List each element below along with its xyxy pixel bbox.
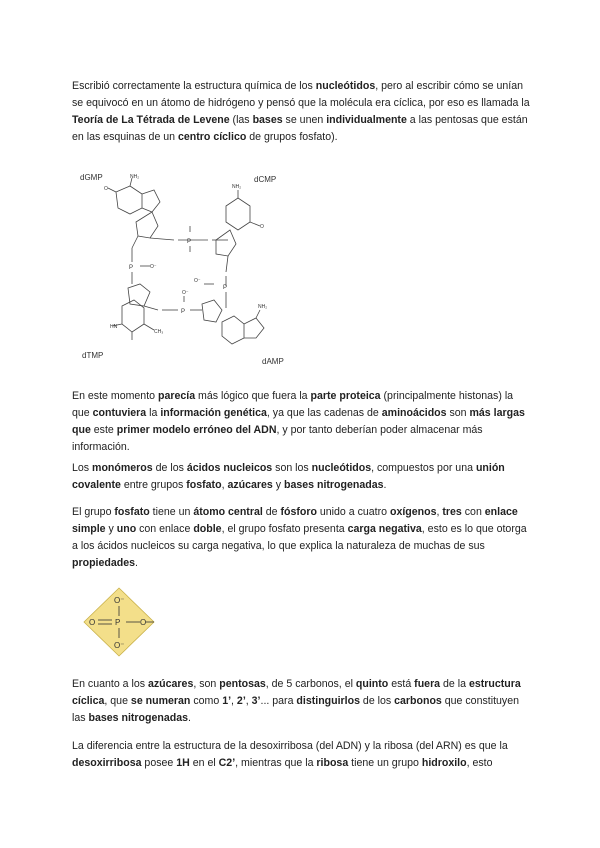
text-run: , que: [104, 695, 131, 707]
text-run: de grupos fosfato).: [246, 131, 338, 143]
atom-ominus-right: O⁻: [194, 278, 201, 284]
text-run: de: [262, 506, 281, 518]
bold-term: fosfato: [114, 506, 150, 518]
text-run: son: [446, 407, 470, 419]
atom-ominus-bottom: O⁻: [182, 290, 189, 296]
bold-term: C2’: [218, 757, 236, 769]
text-run: de los: [152, 462, 187, 474]
bold-term: 1H: [176, 757, 190, 769]
bold-term: ribosa: [316, 757, 349, 769]
paragraph-monomers: [72, 460, 532, 494]
bold-term: desoxirribosa: [72, 757, 142, 769]
text-run: , son: [193, 678, 220, 690]
bold-term: distinguirlos: [296, 695, 360, 707]
bold-term: ácidos nucleicos: [186, 462, 273, 474]
bold-term: fósforo: [280, 506, 317, 518]
bold-term: bases nitrogenadas: [284, 479, 384, 491]
text-run: ,: [436, 506, 443, 518]
atom-p-bottom: P: [181, 309, 186, 315]
text-run: la: [146, 407, 161, 419]
bold-term: 3’: [251, 695, 261, 707]
bold-term: contuviera: [92, 407, 147, 419]
text-run: con enlace: [136, 523, 194, 535]
bold-term: propiedades: [72, 557, 135, 569]
atom-ominus-left: O⁻: [150, 264, 157, 270]
text-run: de los: [359, 695, 395, 707]
bold-term: parecía: [157, 390, 196, 402]
label-dcmp: dCMP: [254, 175, 277, 184]
text-run: (principalmente histonas) la que: [72, 390, 514, 419]
bold-term: átomo central: [193, 506, 263, 518]
text-run: a las pentosas que están en las esquinas de un: [72, 114, 528, 143]
label-dtmp: dTMP: [82, 351, 104, 360]
bold-term: información genética: [160, 407, 267, 419]
bold-term: 1’: [222, 695, 232, 707]
bold-term: carbonos: [394, 695, 442, 707]
bold-term: tres: [442, 506, 462, 518]
bold-term: carga negativa: [347, 523, 422, 535]
text-run: se unen: [282, 114, 327, 126]
bold-term: 2’: [236, 695, 246, 707]
text-run: , esto: [466, 757, 493, 769]
text-run: .: [135, 557, 138, 569]
phosphate-p-center: P: [115, 618, 121, 627]
bold-term: más largas que: [72, 407, 525, 436]
bold-term: nucleótidos: [315, 80, 376, 92]
text-run: tiene un grupo: [348, 757, 422, 769]
paragraph-protein-hypothesis: [72, 388, 532, 456]
text-run: , mientras que la: [235, 757, 317, 769]
text-run: En este momento: [72, 390, 158, 402]
text-run: , el grupo fosfato presenta: [221, 523, 348, 535]
bold-term: Teoría de La Tétrada de Levene: [72, 114, 230, 126]
bold-term: uno: [116, 523, 137, 535]
text-run: .: [383, 479, 387, 491]
text-run: En cuanto a los: [72, 678, 148, 690]
text-run: y: [105, 523, 117, 535]
bold-term: aminoácidos: [381, 407, 447, 419]
bold-term: azúcares: [147, 678, 194, 690]
bold-term: fuera: [414, 678, 441, 690]
label-damp: dAMP: [262, 357, 284, 366]
text-run: .: [188, 712, 191, 724]
paragraph-deoxyribose-vs-ribose: [72, 738, 532, 772]
atom-nh2-dgmp: NH₂: [130, 174, 140, 180]
atom-o-dgmp: O: [104, 186, 108, 192]
text-run: posee: [141, 757, 177, 769]
bold-term: unión covalente: [72, 462, 505, 491]
paragraph-levene-tetranucleotide: [72, 78, 532, 146]
text-run: son los: [272, 462, 312, 474]
bold-term: oxígenos: [389, 506, 437, 518]
bold-term: quinto: [355, 678, 389, 690]
text-run: , esto es lo que otorga a los ácidos nucleicos su carga negativa, lo que explica la naturaleza de muchas de sus: [72, 523, 527, 552]
text-run: que constituyen las: [72, 695, 519, 724]
text-run: y: [272, 479, 284, 491]
text-run: , y por tanto deberían poder almacenar más información.: [72, 424, 483, 453]
text-run: en el: [189, 757, 219, 769]
text-run: más lógico que fuera la: [195, 390, 311, 402]
bold-term: hidroxilo: [421, 757, 467, 769]
bold-term: pentosas: [219, 678, 266, 690]
atom-o-dcmp: O: [260, 224, 264, 230]
phosphate-o-double: O: [89, 618, 96, 627]
bold-term: centro cíclico: [178, 131, 247, 143]
paragraph-phosphate-group: [72, 504, 532, 572]
text-run: , compuestos por una: [371, 462, 476, 474]
bold-term: enlace simple: [72, 506, 518, 535]
phosphate-o-bottom: O⁻: [114, 641, 125, 650]
bold-term: individualmente: [326, 114, 407, 126]
text-run: (las: [229, 114, 253, 126]
bold-term: fosfato: [186, 479, 222, 491]
atom-nh2-damp: NH₂: [258, 304, 268, 310]
bold-term: estructura cíclica: [72, 678, 521, 707]
bold-term: primer modelo erróneo del ADN: [116, 424, 277, 436]
bold-term: parte proteica: [310, 390, 381, 402]
text-run: ,: [231, 695, 237, 707]
phosphate-o-top: O⁻: [114, 596, 125, 605]
phosphate-o-right: O: [140, 618, 147, 627]
text-run: como: [190, 695, 223, 707]
bold-term: monómeros: [92, 462, 153, 474]
text-run: con: [461, 506, 485, 518]
tetranucleotide-structure-figure: [78, 168, 318, 368]
atom-p-left: P: [129, 265, 134, 271]
text-run: , de 5 carbonos, el: [265, 678, 356, 690]
phosphate-group-figure: [78, 584, 160, 660]
atom-hn-dtmp: HN: [110, 324, 118, 330]
text-run: está: [388, 678, 415, 690]
text-run: El grupo: [72, 506, 115, 518]
text-run: tiene un: [149, 506, 194, 518]
atom-p-top: P: [187, 239, 192, 245]
bold-term: azúcares: [227, 479, 273, 491]
atom-ch3-dtmp: CH₃: [154, 329, 164, 335]
text-run: , ya que las cadenas de: [266, 407, 382, 419]
text-run: entre grupos: [120, 479, 187, 491]
text-run: Los: [72, 462, 93, 474]
text-run: La diferencia entre la estructura de la desoxirribosa (del ADN) y la ribosa (del ARN) es que la: [72, 740, 508, 752]
text-run: unido a cuatro: [316, 506, 390, 518]
bold-term: nucleótidos: [311, 462, 372, 474]
bold-term: doble: [193, 523, 222, 535]
bold-term: bases nitrogenadas: [88, 712, 188, 724]
label-dgmp: dGMP: [80, 173, 103, 182]
bold-term: se numeran: [130, 695, 191, 707]
paragraph-sugars: [72, 676, 532, 727]
text-run: Escribió correctamente la estructura química de los: [72, 80, 316, 92]
text-run: ,: [245, 695, 252, 707]
text-run: de la: [440, 678, 469, 690]
atom-p-right: P: [223, 285, 228, 291]
text-run: ... para: [260, 695, 297, 707]
bold-term: bases: [252, 114, 283, 126]
text-run: este: [90, 424, 117, 436]
text-run: , pero al escribir cómo se unían se equivocó en un átomo de hidrógeno y pensó que la molécula era cíclica, por eso es llamada la: [72, 80, 530, 109]
text-run: ,: [221, 479, 228, 491]
atom-nh2-dcmp: NH₂: [232, 184, 242, 190]
